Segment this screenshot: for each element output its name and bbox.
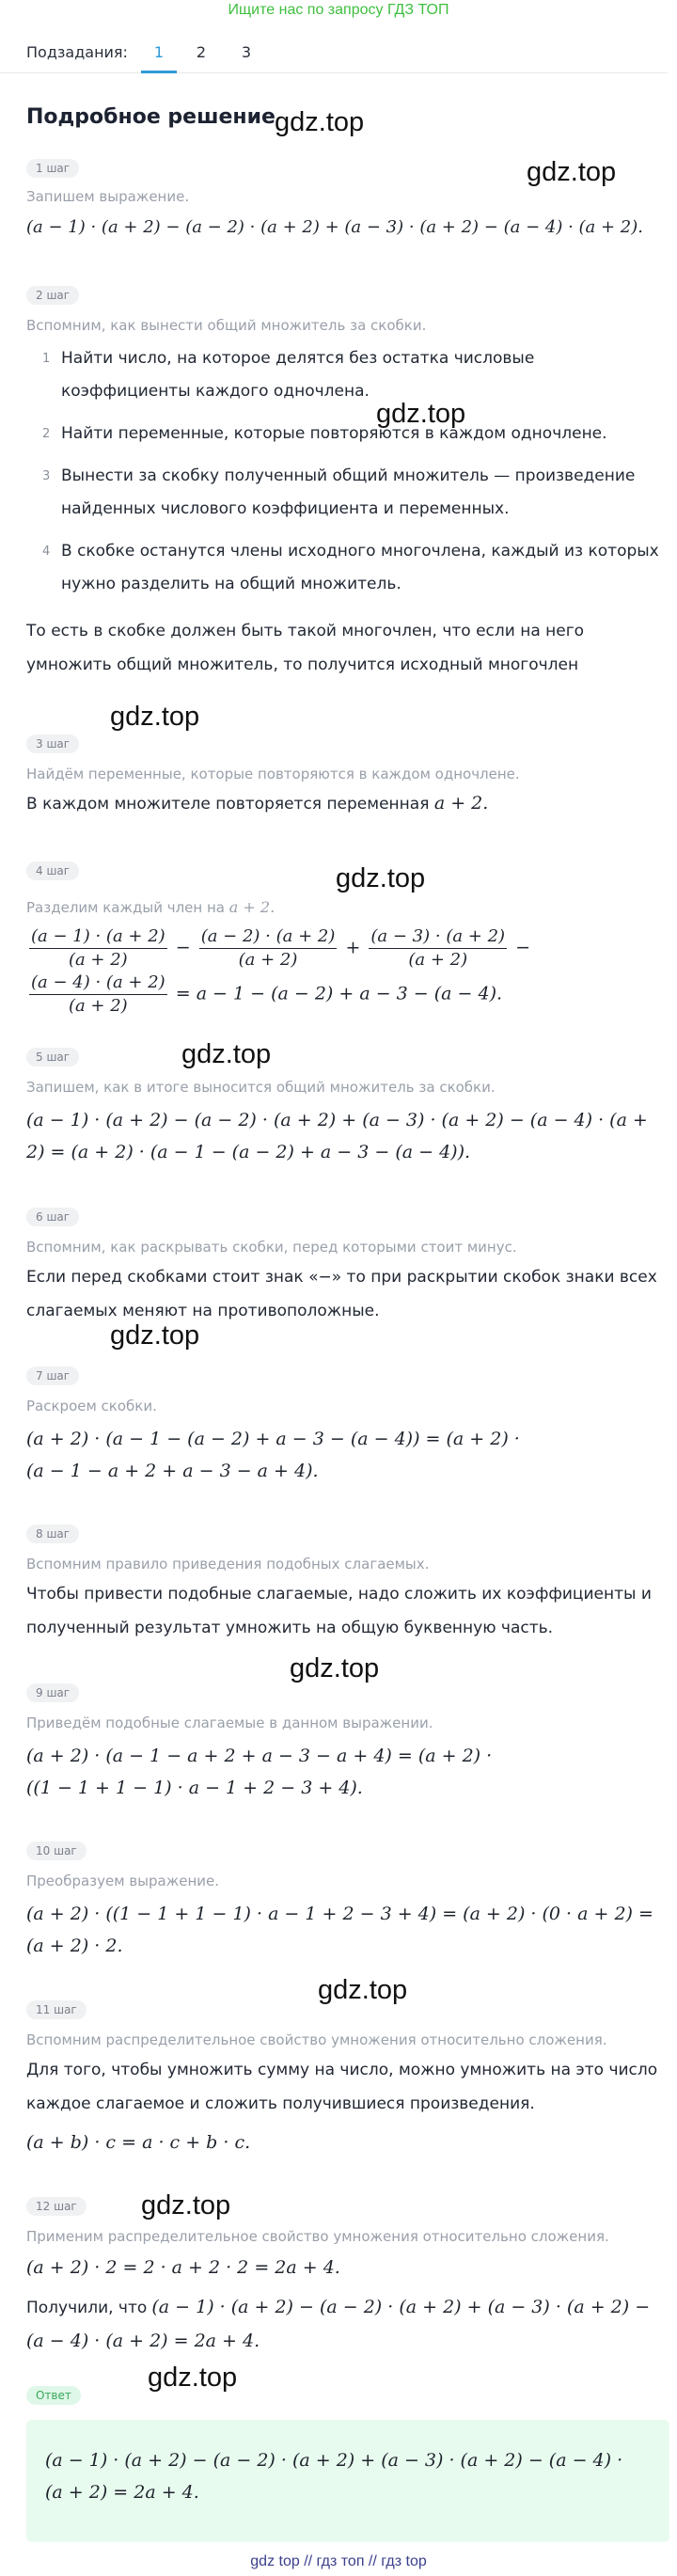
step-6: [26, 1207, 666, 1328]
list-item: [26, 460, 666, 526]
answer-expression: (a − 1) · (a + 2) − (a − 2) · (a + 2) + (a − 3) · (a + 2) − (a − 4) ·: [45, 2450, 623, 2471]
watermark: gdz.top: [336, 863, 426, 893]
step-9: [26, 1683, 666, 1804]
watermark: gdz.top: [181, 1039, 272, 1069]
answer-box: [26, 2420, 669, 2542]
step-chip: 3 шаг: [26, 735, 79, 753]
step-10: [26, 1841, 666, 1962]
step-chip: 4 шаг: [26, 861, 79, 880]
step-expression: (a + 2) · (a − 1 − (a − 2) + a − 3 − (a − 4)) = (a + 2) ·: [26, 1429, 520, 1449]
step-text: Если перед скобками стоит знак «−» то при раскрытии скобок знаки всех слагаемых меняют на противоположные.: [26, 1268, 657, 1320]
step-chip: 8 шаг: [26, 1525, 79, 1543]
step-chip: 2 шаг: [26, 286, 79, 305]
step-expression: (a + 2) · 2 = 2 · a + 2 · 2 = 2a + 4.: [26, 2257, 340, 2278]
factor-rules-list: [26, 342, 666, 601]
watermark: gdz.top: [110, 702, 200, 732]
answer-label-row: [26, 2385, 666, 2405]
step-chip: 1 шаг: [26, 159, 79, 178]
fraction-denominator: (a + 2): [68, 950, 128, 970]
step-chip: 10 шаг: [26, 1841, 87, 1860]
step-inline-math: a + 2.: [433, 793, 489, 814]
step-text: Для того, чтобы умножить сумму на число, можно умножить на это число каждое слагаемое и сложить получившиеся произведения.: [26, 2061, 658, 2113]
fraction-denominator: (a + 2): [68, 996, 128, 1016]
search-banner: Ищите нас по запросу ГДЗ ТОП: [228, 2, 449, 18]
step-expression: (a + 2) · (a − 1 − a + 2 + a − 3 − a + 4) = (a + 2) ·: [26, 1746, 493, 1766]
watermark: gdz.top: [290, 1653, 380, 1683]
watermark: gdz.top: [110, 1320, 200, 1351]
step-2: [26, 285, 666, 682]
list-item: [26, 535, 666, 601]
step-hint: Применим распределительное свойство умножения относительно сложения.: [26, 2228, 609, 2245]
fraction-numerator: (a − 1) · (a + 2): [29, 925, 167, 949]
step-11: [26, 1999, 666, 2158]
subtasks-bar: [0, 36, 668, 73]
step-hint: Разделим каждый член на: [26, 899, 225, 916]
subtasks-label: Подзадания:: [26, 43, 128, 61]
step-hint: Приведём подобные слагаемые в данном выражении.: [26, 1715, 433, 1731]
fraction: [199, 925, 338, 972]
step-hint: Вспомним распределительное свойство умножения относительно сложения.: [26, 2031, 607, 2048]
watermark: gdz.top: [318, 1975, 408, 2005]
list-item: [26, 342, 666, 408]
step-hint: Вспомним правило приведения подобных слагаемых.: [26, 1556, 430, 1572]
list-number: 4: [42, 545, 51, 559]
step-7: [26, 1366, 666, 1487]
subtask-tab-1[interactable]: 1: [153, 43, 165, 61]
watermark: gdz.top: [376, 399, 466, 429]
step-hint: Вспомним, как раскрывать скобки, перед которыми стоит минус.: [26, 1239, 517, 1256]
step-text: В каждом множителе повторяется переменная: [26, 795, 430, 814]
step-expression: (a − 1 − a + 2 + a − 3 − a + 4).: [26, 1461, 319, 1481]
step-expression: (a − 1) · (a + 2) − (a − 2) · (a + 2) + (a − 3) · (a + 2) − (a − 4) · (a +: [26, 1110, 648, 1130]
step-3: [26, 734, 666, 821]
step-hint: Раскроем скобки.: [26, 1398, 157, 1414]
step-expression: (a + 2) · 2.: [26, 1936, 123, 1956]
step-hint: Преобразуем выражение.: [26, 1873, 220, 1889]
step-text: Чтобы привести подобные слагаемые, надо сложить их коэффициенты и полученный результат умножить на общую буквенную часть.: [26, 1585, 652, 1637]
fraction: [29, 925, 167, 972]
list-number: 2: [42, 427, 51, 441]
step-hint-math: a + 2.: [228, 898, 276, 916]
step-chip: 6 шаг: [26, 1208, 79, 1226]
list-number: 1: [42, 352, 51, 366]
fraction: [29, 972, 167, 1018]
step-4: [26, 861, 666, 1018]
operator: −: [515, 937, 531, 958]
fraction-denominator: (a + 2): [238, 950, 298, 970]
step-expression: (a − 4) · (a + 2) = 2a + 4.: [26, 2331, 260, 2351]
step-chip: 9 шаг: [26, 1683, 79, 1702]
step-text: Получили, что: [26, 2299, 148, 2317]
division-result: [26, 972, 666, 1018]
answer-expression: (a + 2) = 2a + 4.: [45, 2482, 199, 2503]
list-text: В скобке останутся члены исходного многочлена, каждый из которых нужно разделить на общий множитель.: [61, 542, 659, 593]
watermark: gdz.top: [275, 107, 365, 137]
fraction-numerator: (a − 2) · (a + 2): [199, 925, 338, 949]
step-chip: 5 шаг: [26, 1048, 79, 1067]
division-expression: [26, 925, 666, 972]
step-5: [26, 1047, 666, 1168]
step-expression: ((1 − 1 + 1 − 1) · a − 1 + 2 − 3 + 4).: [26, 1778, 363, 1798]
list-item: [26, 418, 666, 450]
step-8: [26, 1524, 666, 1645]
fraction-numerator: (a − 4) · (a + 2): [29, 972, 167, 995]
list-text: Вынести за скобку полученный общий множитель — произведение найденных числового коэффициента и переменных.: [61, 466, 636, 518]
step-12: [26, 2196, 666, 2357]
operator: −: [175, 937, 191, 958]
result-expression: = a − 1 − (a − 2) + a − 3 − (a − 4).: [175, 983, 503, 1004]
step-expression: (a + 2) · ((1 − 1 + 1 − 1) · a − 1 + 2 − 3 + 4) = (a + 2) · (0 · a + 2) =: [26, 1904, 653, 1924]
subtask-tab-2[interactable]: 2: [196, 43, 207, 61]
step-hint: Вспомним, как вынести общий множитель за скобки.: [26, 317, 427, 334]
fraction-numerator: (a − 3) · (a + 2): [369, 925, 507, 949]
step-chip: 7 шаг: [26, 1367, 79, 1385]
list-text: Найти число, на которое делятся без остатка числовые коэффициенты каждого одночлена.: [61, 349, 535, 401]
solution-title: Подробное решение: [26, 105, 276, 129]
fraction-denominator: (a + 2): [408, 950, 468, 970]
watermark: gdz.top: [527, 157, 617, 187]
watermark: gdz.top: [141, 2190, 231, 2220]
operator: +: [345, 937, 361, 958]
step-chip: 12 шаг: [26, 2197, 87, 2216]
step-hint: Запишем выражение.: [26, 188, 190, 205]
step-text: То есть в скобке должен быть такой многочлен, что если на него умножить общий множитель, то получится исходный многочлен: [26, 622, 585, 674]
step-hint: Запишем, как в итоге выносится общий множитель за скобки.: [26, 1079, 496, 1096]
step-chip: 11 шаг: [26, 2000, 87, 2019]
watermark: gdz.top: [148, 2363, 238, 2393]
active-tab-indicator: [141, 71, 177, 73]
step-expression: 2) = (a + 2) · (a − 1 − (a − 2) + a − 3 − (a − 4)).: [26, 1142, 471, 1162]
fraction: [369, 925, 507, 972]
list-text: Найти переменные, которые повторяются в каждом одночлене.: [61, 424, 607, 443]
step-expression: (a + b) · c = a · c + b · c.: [26, 2132, 251, 2153]
step-expression: (a − 1) · (a + 2) − (a − 2) · (a + 2) + (a − 3) · (a + 2) − (a − 4) · (a + 2).: [26, 217, 643, 237]
footer-links[interactable]: gdz top // гдз топ // гдз top: [250, 2553, 427, 2569]
step-hint: Найдём переменные, которые повторяются в каждом одночлене.: [26, 766, 520, 782]
step-expression: (a − 1) · (a + 2) − (a − 2) · (a + 2) + (a − 3) · (a + 2) −: [151, 2297, 651, 2317]
list-number: 3: [42, 469, 51, 483]
step-1: [26, 158, 666, 244]
answer-chip: Ответ: [26, 2386, 81, 2405]
subtask-tab-3[interactable]: 3: [241, 43, 252, 61]
